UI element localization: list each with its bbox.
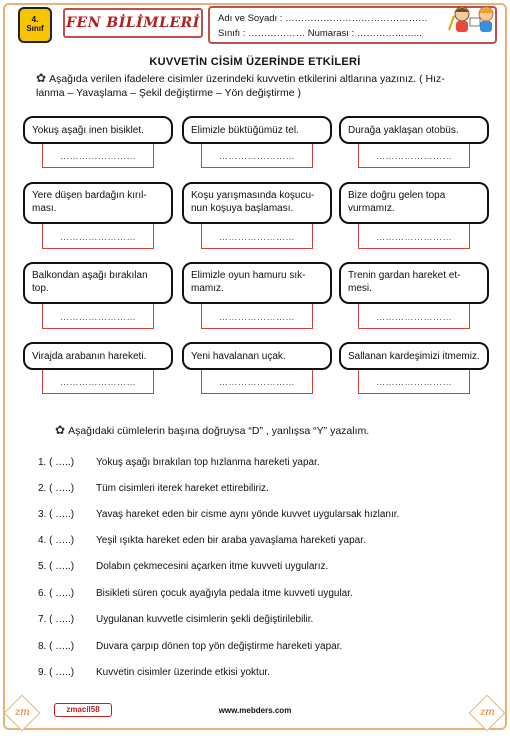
card-text-line-1: Yere düşen bardağın kırıl- bbox=[32, 190, 147, 201]
answer-box[interactable] bbox=[358, 221, 470, 249]
answer-dots: …………………… bbox=[376, 232, 452, 242]
card-text: Yokuş aşağı inen bisiklet. bbox=[32, 125, 144, 136]
question-number: 5. ( …..) bbox=[38, 561, 75, 572]
answer-box[interactable] bbox=[358, 301, 470, 329]
question-number: 1. ( …..) bbox=[38, 457, 75, 468]
card-text-line-1: Elimizle oyun hamuru sık- bbox=[191, 270, 306, 281]
instruction-1-line-1: Aşağıda verilen ifadelere cisimler üzerindeki kuvvetin etkilerini altlarına yazınız. ( Hız- bbox=[49, 73, 445, 85]
card-text-line-1: Koşu yarışmasında koşucu- bbox=[191, 190, 315, 201]
question-number: 6. ( …..) bbox=[38, 588, 75, 599]
answer-dots: …………………… bbox=[60, 232, 136, 242]
answer-dots: …………………… bbox=[219, 232, 295, 242]
answer-box[interactable] bbox=[42, 301, 154, 329]
question-text: Tüm cisimleri iterek hareket ettirebiliriz. bbox=[96, 483, 269, 494]
answer-dots: …………………… bbox=[219, 312, 295, 322]
question-number: 4. ( …..) bbox=[38, 535, 75, 546]
statement-card bbox=[339, 116, 489, 144]
card-text-line-1: Bize doğru gelen topa bbox=[348, 190, 446, 201]
instruction-1-line-2: lanma – Yavaşlama – Şekil değiştirme – Yön değiştirme ) bbox=[36, 87, 301, 99]
statement-card bbox=[182, 342, 332, 370]
statement-card bbox=[182, 182, 332, 224]
card-text-line-1: Balkondan aşağı bırakılan bbox=[32, 270, 148, 281]
card-text: Yeni havalanan uçak. bbox=[191, 351, 286, 362]
answer-dots: …………………… bbox=[376, 151, 452, 161]
answer-box[interactable] bbox=[201, 366, 313, 394]
question-text: Duvara çarpıp dönen top yön değiştirme hareketi yapar. bbox=[96, 641, 343, 652]
question-text: Yavaş hareket eden bir cisme aynı yönde kuvvet uygularsak hızlanır. bbox=[96, 509, 400, 520]
question-text: Dolabın çekmecesini açarken itme kuvveti uygularız. bbox=[96, 561, 329, 572]
question-item bbox=[38, 560, 328, 573]
question-text: Uygulanan kuvvetle cisimlerin şekli değiştirilebilir. bbox=[96, 614, 314, 625]
answer-dots: …………………… bbox=[376, 312, 452, 322]
statement-card bbox=[182, 262, 332, 304]
answer-dots: …………………… bbox=[60, 151, 136, 161]
instruction-2-text: Aşağıdaki cümlelerin başına doğruysa “D” , yanlışsa “Y” yazalım. bbox=[68, 425, 370, 437]
statement-card bbox=[339, 182, 489, 224]
answer-dots: …………………… bbox=[376, 377, 452, 387]
card-text-line-2: mesi. bbox=[348, 283, 372, 294]
question-number: 9. ( …..) bbox=[38, 667, 75, 678]
card-text-line-2: mamız. bbox=[191, 283, 224, 294]
subject-title: FEN BİLİMLERİ bbox=[66, 15, 200, 31]
answer-box[interactable] bbox=[42, 221, 154, 249]
answer-box[interactable] bbox=[201, 221, 313, 249]
card-text-line-2: top. bbox=[32, 283, 49, 294]
answer-box[interactable] bbox=[358, 140, 470, 168]
question-item bbox=[38, 534, 366, 547]
card-text: Virajda arabanın hareketi. bbox=[32, 351, 147, 362]
worksheet-code: zmacil58 bbox=[54, 703, 112, 717]
statement-card bbox=[23, 182, 173, 224]
statement-card bbox=[182, 116, 332, 144]
instruction-2 bbox=[55, 423, 369, 438]
card-text-line-2: nun koşuya başlaması. bbox=[191, 203, 294, 214]
answer-box[interactable] bbox=[358, 366, 470, 394]
name-line: Adı ve Soyadı : ……………………………………… bbox=[218, 13, 428, 24]
logo-left-text: zm bbox=[14, 707, 30, 719]
card-text: Durağa yaklaşan otobüs. bbox=[348, 125, 459, 136]
card-text-line-2: ması. bbox=[32, 203, 57, 214]
logo-right-text: zm bbox=[479, 707, 495, 719]
answer-box[interactable] bbox=[42, 140, 154, 168]
card-text: Sallanan kardeşimizi itmemiz. bbox=[348, 351, 480, 362]
question-item bbox=[38, 587, 353, 600]
question-text: Kuvvetin cisimler üzerinde etkisi yoktur. bbox=[96, 667, 270, 678]
question-item bbox=[38, 640, 342, 653]
question-item bbox=[38, 666, 270, 679]
card-text-line-2: vurmamız. bbox=[348, 203, 395, 214]
card-text-line-1: Trenin gardan hareket et- bbox=[348, 270, 461, 281]
statement-card bbox=[339, 262, 489, 304]
answer-dots: …………………… bbox=[60, 312, 136, 322]
grade-label: Sınıf bbox=[26, 24, 44, 33]
question-number: 7. ( …..) bbox=[38, 614, 75, 625]
statement-card bbox=[23, 116, 173, 144]
card-text: Elimizle büktüğümüz tel. bbox=[191, 125, 299, 136]
answer-box[interactable] bbox=[201, 140, 313, 168]
flower-icon: ✿ bbox=[55, 423, 66, 437]
grade-number: 4. bbox=[31, 15, 39, 25]
question-item bbox=[38, 613, 313, 626]
question-item bbox=[38, 456, 320, 469]
instruction-1 bbox=[36, 71, 486, 100]
question-item bbox=[38, 508, 399, 521]
kids-illustration-icon bbox=[444, 4, 506, 34]
question-text: Bisikleti süren çocuk ayağıyla pedala itme kuvveti uygular. bbox=[96, 588, 353, 599]
subject-title-box bbox=[63, 8, 203, 38]
question-number: 8. ( …..) bbox=[38, 641, 75, 652]
website-link[interactable]: www.mebders.com bbox=[218, 706, 292, 715]
answer-dots: …………………… bbox=[219, 151, 295, 161]
class-number-line: Sınıfı : ……………… Numarası : ………………... bbox=[218, 28, 422, 39]
statement-card bbox=[23, 342, 173, 370]
statement-card bbox=[23, 262, 173, 304]
question-text: Yeşil ışıkta hareket eden bir araba yavaşlama hareketi yapar. bbox=[96, 535, 366, 546]
grade-badge bbox=[18, 7, 52, 43]
answer-box[interactable] bbox=[201, 301, 313, 329]
question-text: Yokuş aşağı bırakılan top hızlanma hareketi yapar. bbox=[96, 457, 320, 468]
question-number: 3. ( …..) bbox=[38, 509, 75, 520]
answer-dots: …………………… bbox=[60, 377, 136, 387]
worksheet-title: KUVVETİN CİSİM ÜZERİNDE ETKİLERİ bbox=[149, 56, 361, 68]
question-item bbox=[38, 482, 269, 495]
answer-box[interactable] bbox=[42, 366, 154, 394]
statement-card bbox=[339, 342, 489, 370]
flower-icon: ✿ bbox=[36, 71, 47, 85]
answer-dots: …………………… bbox=[219, 377, 295, 387]
question-number: 2. ( …..) bbox=[38, 483, 75, 494]
